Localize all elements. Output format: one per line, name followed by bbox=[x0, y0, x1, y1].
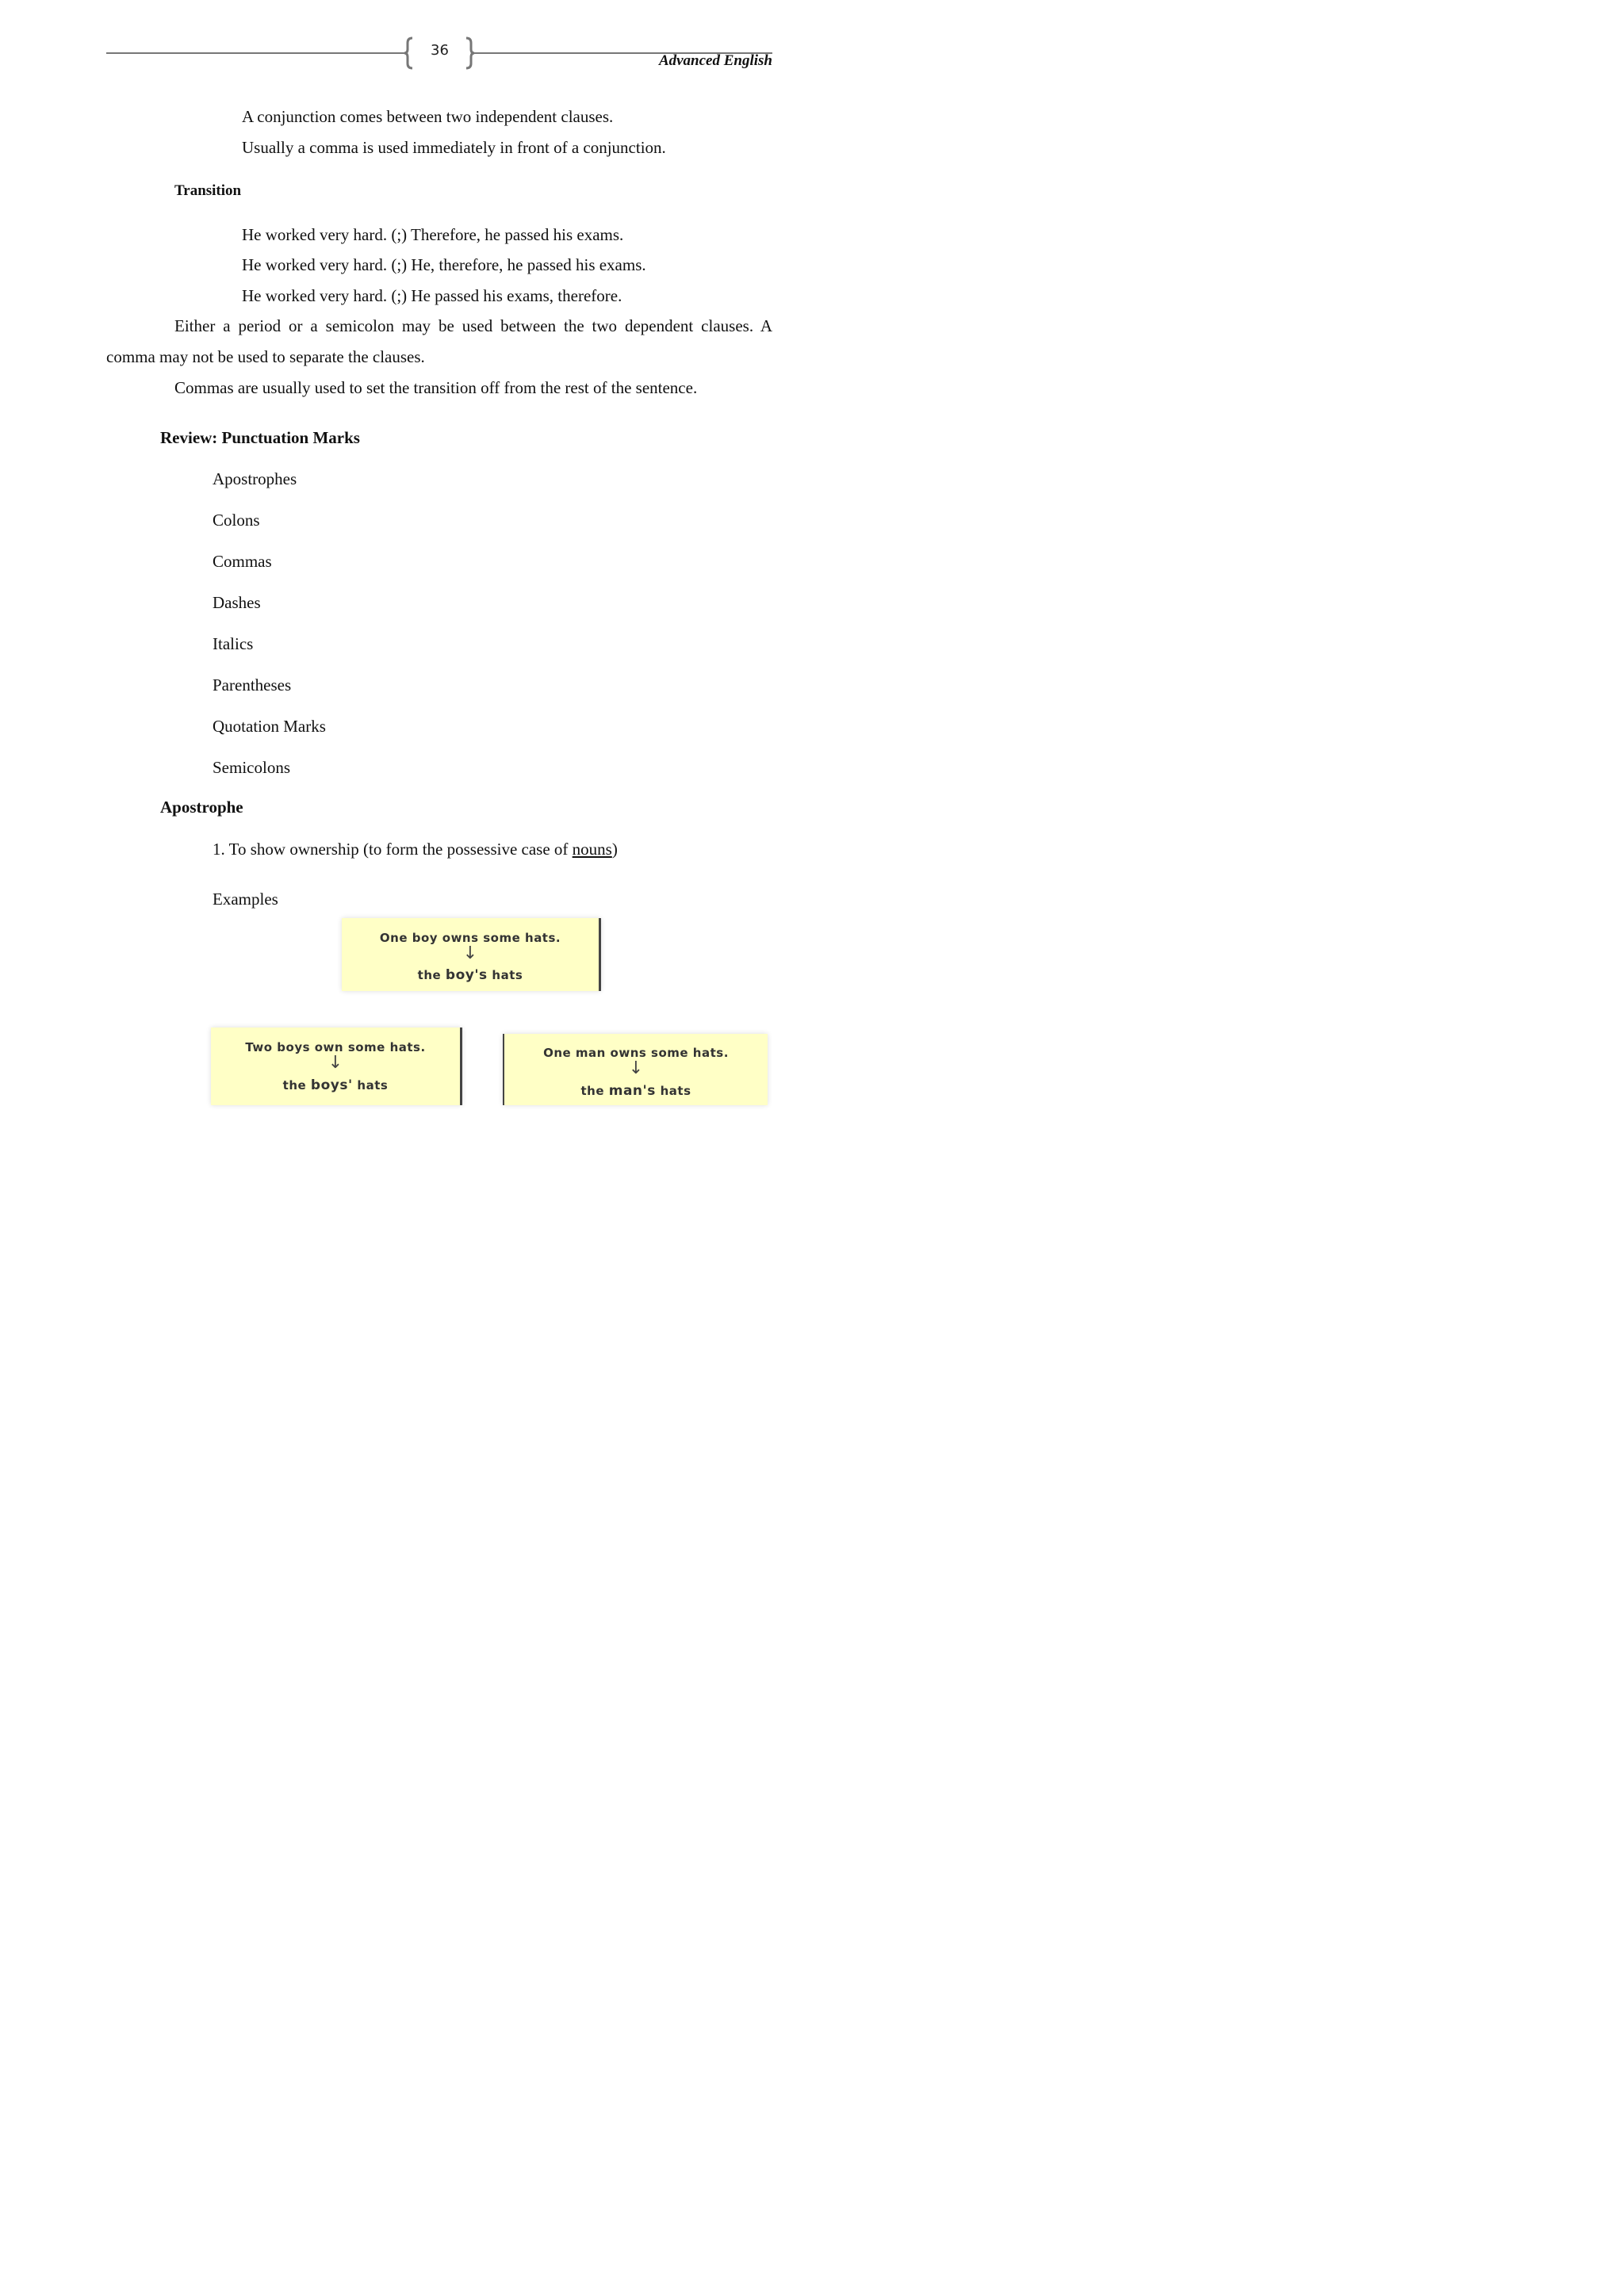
example-result: the boy's hats bbox=[417, 967, 523, 983]
example-box-one-boy bbox=[342, 918, 601, 991]
nouns-link[interactable]: nouns bbox=[572, 840, 612, 859]
review-item: Commas bbox=[213, 552, 272, 571]
review-heading: Review: Punctuation Marks bbox=[160, 428, 360, 447]
review-item: Semicolons bbox=[213, 758, 290, 777]
conjunction-note: A conjunction comes between two independent clauses. bbox=[242, 107, 614, 126]
transition-example: He worked very hard. (;) He, therefore, he passed his exams. bbox=[242, 255, 646, 274]
review-item: Parentheses bbox=[213, 675, 292, 695]
left-bracket-icon bbox=[403, 36, 416, 70]
review-item: Quotation Marks bbox=[213, 717, 326, 736]
transition-heading: Transition bbox=[174, 182, 242, 199]
apostrophe-heading: Apostrophe bbox=[160, 798, 243, 817]
review-item: Apostrophes bbox=[213, 469, 297, 488]
example-result: the man's hats bbox=[580, 1083, 691, 1099]
page-number: 36 bbox=[431, 42, 449, 59]
review-item: Colons bbox=[213, 511, 260, 530]
down-arrow-icon: ↓ bbox=[628, 1058, 644, 1078]
review-item: Dashes bbox=[213, 593, 261, 612]
conjunction-note: Usually a comma is used immediately in front of a conjunction. bbox=[242, 138, 666, 157]
examples-label: Examples bbox=[213, 890, 278, 909]
review-item: Italics bbox=[213, 634, 254, 653]
book-title: Advanced English bbox=[658, 52, 772, 69]
apostrophe-rule: 1. To show ownership (to form the possessive case of nouns) bbox=[213, 840, 618, 859]
transition-example: He worked very hard. (;) Therefore, he passed his exams. bbox=[242, 225, 624, 244]
transition-paragraph: Commas are usually used to set the transition off from the rest of the sentence. bbox=[174, 378, 698, 397]
example-sentence: One boy owns some hats. bbox=[379, 931, 561, 945]
transition-example: He worked very hard. (;) He passed his exams, therefore. bbox=[242, 286, 622, 305]
example-sentence: One man owns some hats. bbox=[543, 1046, 729, 1060]
example-result: the boys' hats bbox=[282, 1077, 389, 1093]
down-arrow-icon: ↓ bbox=[462, 943, 478, 963]
example-sentence: Two boys own some hats. bbox=[245, 1040, 426, 1054]
transition-paragraph: Either a period or a semicolon may be used between the two dependent clauses. A comma may not be used to separate the clauses. bbox=[106, 316, 772, 366]
header-rule-left bbox=[106, 52, 404, 54]
down-arrow-icon: ↓ bbox=[327, 1053, 343, 1073]
example-box-two-boys bbox=[211, 1027, 462, 1105]
example-box-one-man bbox=[503, 1034, 768, 1105]
